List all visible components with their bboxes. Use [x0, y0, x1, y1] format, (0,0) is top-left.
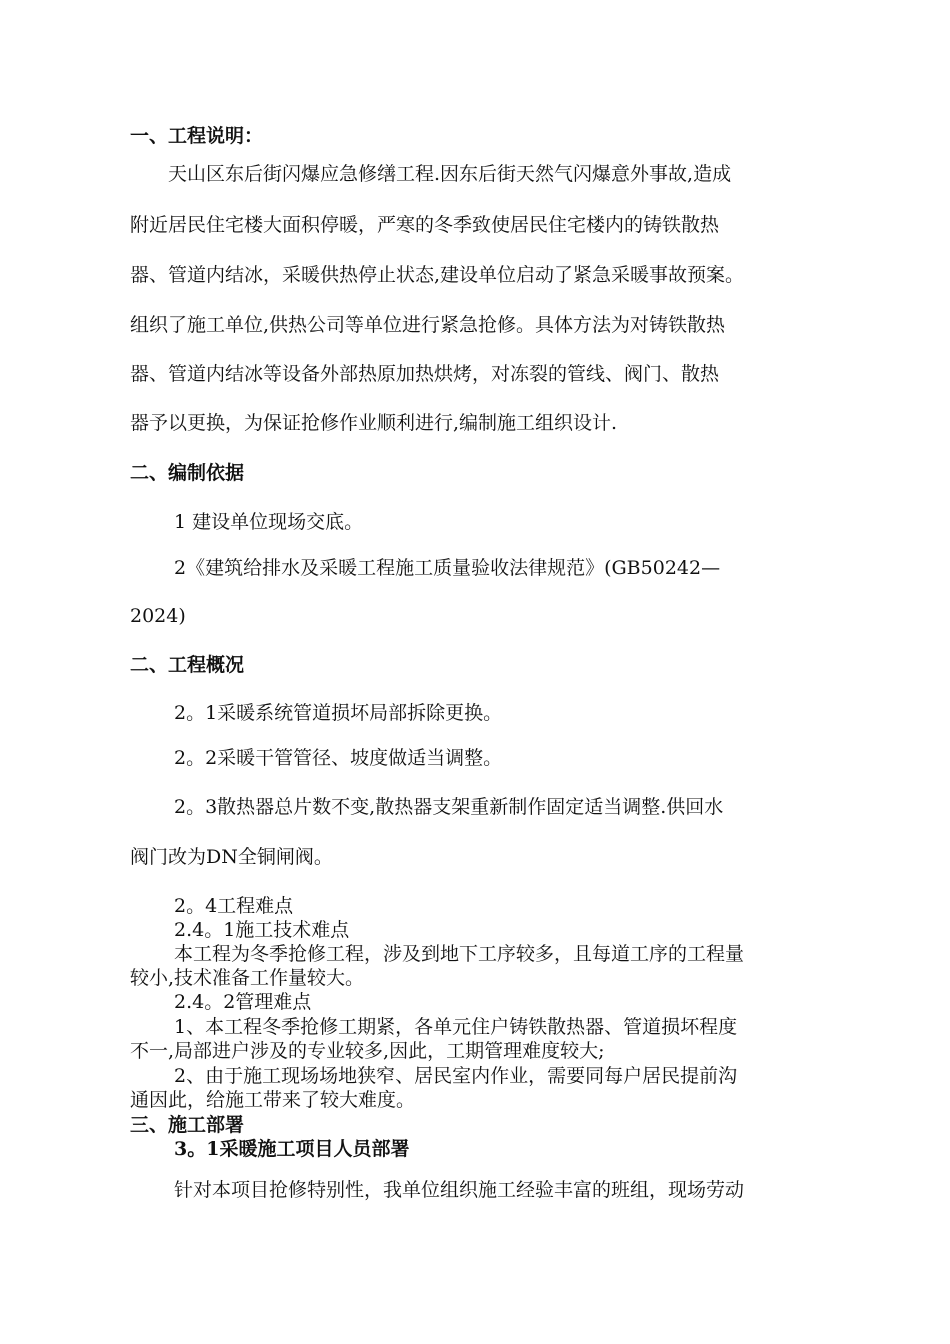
paragraph-line: 器予以更换，为保证抢修作业顺利进行,编制施工组织设计. — [130, 412, 618, 434]
technical-difficulty-heading: 2.4。1施工技术难点 — [174, 919, 350, 941]
section-heading-deployment: 三、施工部署 — [130, 1114, 245, 1136]
paragraph-line: 天山区东后街闪爆应急修缮工程.因东后街天然气闪爆意外事故,造成 — [168, 163, 732, 185]
paragraph-line: 附近居民住宅楼大面积停暖，严寒的冬季致使居民住宅楼内的铸铁散热 — [130, 214, 720, 236]
overview-item-1: 2。1采暖系统管道损坏局部拆除更换。 — [174, 702, 503, 724]
section-heading-overview: 二、工程概况 — [130, 654, 245, 676]
management-difficulty-1-line-1: 1、本工程冬季抢修工期紧，各单元住户铸铁散热器、管道损坏程度 — [174, 1016, 738, 1038]
management-difficulty-1-line-2: 不一,局部进户涉及的专业较多,因此，工期管理难度较大; — [130, 1040, 605, 1062]
paragraph-line: 器、管道内结冰等设备外部热原加热烘烤，对冻裂的管线、阀门、散热 — [130, 363, 720, 385]
paragraph-line: 器、管道内结冰，采暖供热停止状态,建设单位启动了紧急采暖事故预案。 — [130, 264, 745, 286]
deployment-sub-heading: 3。1采暖施工项目人员部署 — [174, 1138, 410, 1160]
deployment-line-1: 针对本项目抢修特别性，我单位组织施工经验丰富的班组，现场劳动 — [174, 1179, 745, 1201]
difficulty-heading: 2。4工程难点 — [174, 895, 294, 917]
technical-difficulty-line-1: 本工程为冬季抢修工程，涉及到地下工序较多，且每道工序的工程量 — [174, 943, 745, 965]
management-difficulty-heading: 2.4。2管理难点 — [174, 991, 312, 1013]
basis-item-2-line-1: 2《建筑给排水及采暖工程施工质量验收法律规范》(GB50242— — [174, 557, 721, 579]
management-difficulty-2-line-1: 2、由于施工现场场地狭窄、居民室内作业，需要同每户居民提前沟 — [174, 1065, 738, 1087]
section-heading-project-description: 一、工程说明： — [130, 125, 264, 147]
paragraph-line: 组织了施工单位,供热公司等单位进行紧急抢修。具体方法为对铸铁散热 — [130, 314, 726, 336]
section-heading-basis: 二、编制依据 — [130, 462, 245, 484]
basis-item-1: 1 建设单位现场交底。 — [174, 511, 364, 533]
overview-item-3-line-1: 2。3散热器总片数不变,散热器支架重新制作固定适当调整.供回水 — [174, 796, 724, 818]
technical-difficulty-line-2: 较小,技术准备工作量较大。 — [130, 967, 365, 989]
basis-item-2-line-2: 2024) — [130, 605, 186, 627]
overview-item-3-line-2: 阀门改为DN全铜闸阀。 — [130, 846, 333, 868]
management-difficulty-2-line-2: 通因此，给施工带来了较大难度。 — [130, 1089, 416, 1111]
overview-item-2: 2。2采暖干管管径、坡度做适当调整。 — [174, 747, 503, 769]
